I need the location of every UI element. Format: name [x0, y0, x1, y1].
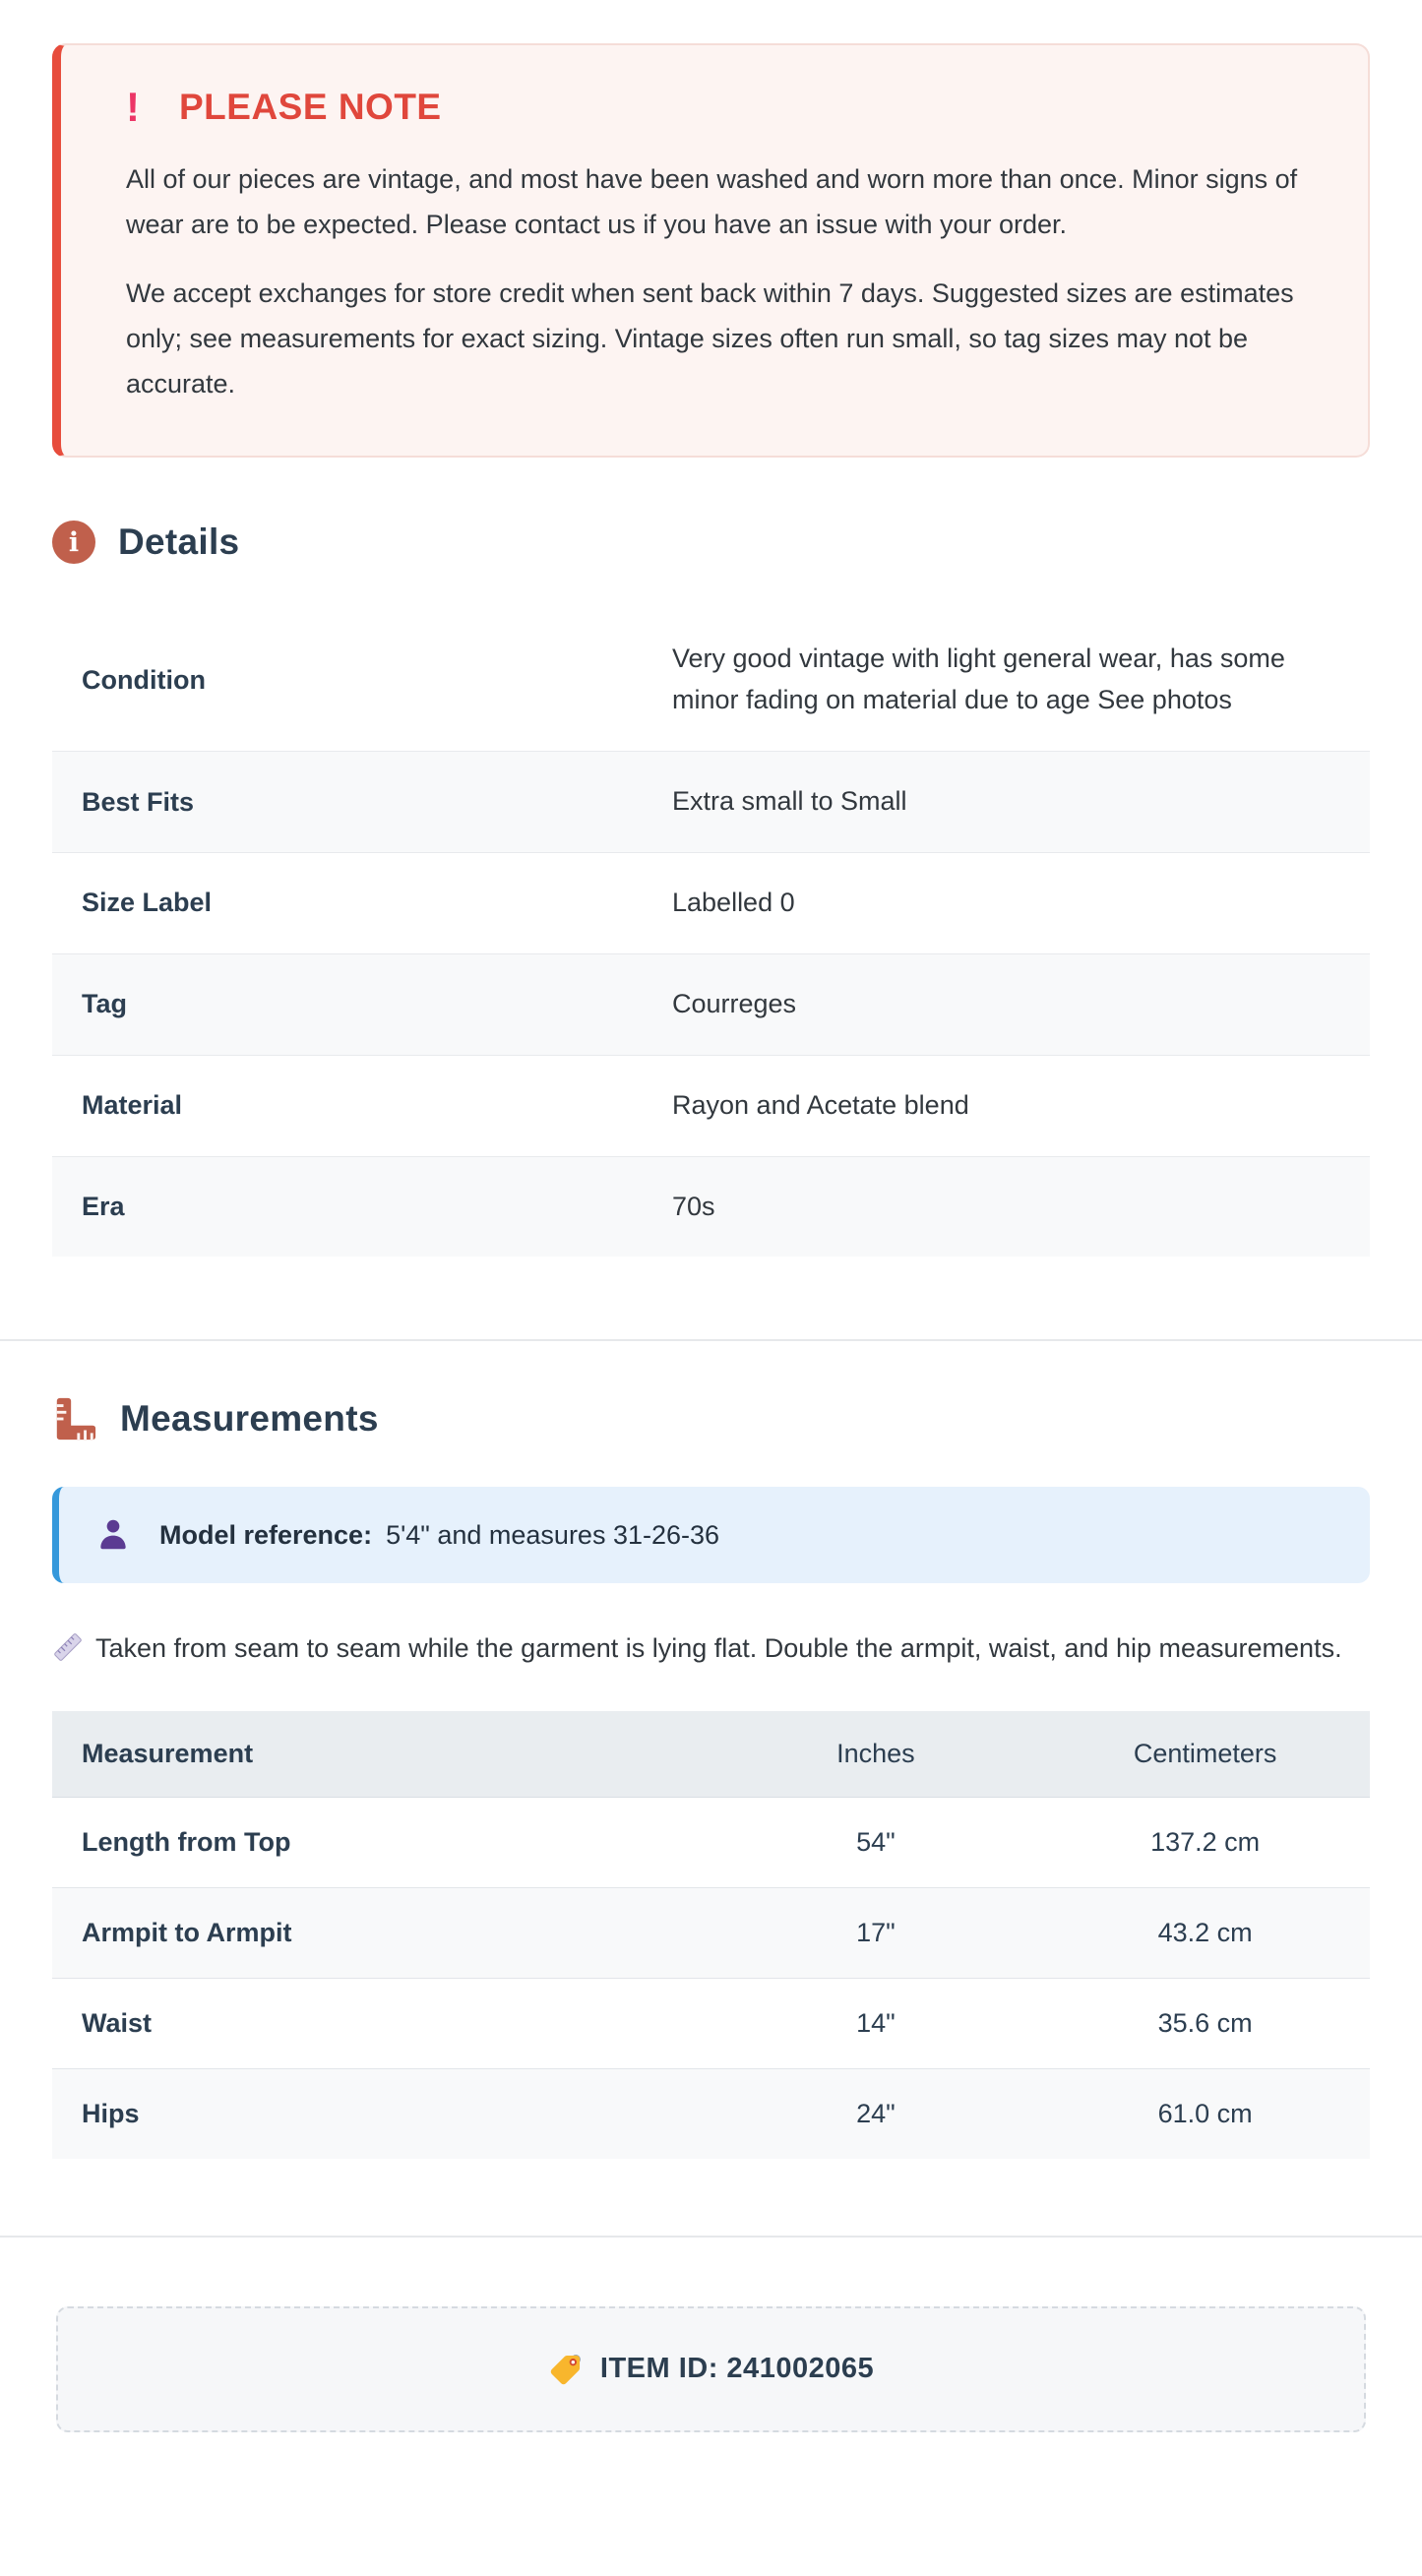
measurement-note	[52, 1626, 1370, 1671]
detail-label: Tag	[82, 989, 127, 1019]
column-header-measurement: Measurement	[82, 1738, 254, 1768]
model-reference-value: 5'4" and measures 31-26-36	[386, 1519, 720, 1550]
measurement-cm: 43.2 cm	[1157, 1917, 1253, 1947]
detail-value: Labelled 0	[672, 887, 795, 917]
details-heading	[52, 521, 1370, 564]
details-table	[52, 609, 1370, 1257]
table-row-hips	[52, 2068, 1370, 2159]
detail-value: Courreges	[672, 988, 797, 1018]
measurements-title: Measurements	[120, 1398, 379, 1440]
column-header-centimeters: Centimeters	[1133, 1738, 1277, 1768]
ruler-icon	[52, 1631, 84, 1663]
measurement-label: Hips	[82, 2098, 140, 2128]
measurement-label: Waist	[82, 2007, 153, 2038]
item-id-box	[56, 2306, 1366, 2432]
table-row-tag	[52, 953, 1370, 1055]
details-section	[52, 521, 1370, 1257]
alert-paragraph-1: All of our pieces are vintage, and most have been washed and worn more than once. Minor signs of wear are to be expected. Please contact us if you have an issue with your order.	[126, 164, 1298, 239]
table-row-best-fits	[52, 751, 1370, 852]
detail-label: Condition	[82, 664, 206, 695]
detail-label: Era	[82, 1191, 125, 1221]
person-icon	[94, 1516, 132, 1554]
please-note-alert	[52, 43, 1370, 458]
column-header-inches: Inches	[836, 1738, 915, 1768]
detail-label: Best Fits	[82, 786, 195, 817]
model-reference-box	[52, 1487, 1370, 1583]
measurement-cm: 61.0 cm	[1157, 2098, 1253, 2128]
item-id-text: ITEM ID: 241002065	[599, 2353, 875, 2385]
exclamation-icon: !	[126, 84, 140, 130]
alert-paragraph-2: We accept exchanges for store credit when sent back within 7 days. Suggested sizes are estimates only; see measurements for exact sizing. Vintage sizes often run small, so tag sizes may not be accurate.	[126, 277, 1294, 399]
section-divider	[0, 1339, 1422, 1341]
detail-label: Material	[82, 1090, 183, 1121]
section-divider	[0, 2236, 1422, 2238]
table-row-waist	[52, 1978, 1370, 2068]
measurement-label: Armpit to Armpit	[82, 1917, 292, 1947]
measurements-section	[52, 1396, 1370, 2158]
measurements-table-header	[52, 1711, 1370, 1798]
table-row-condition	[52, 609, 1370, 751]
tag-icon	[548, 2352, 584, 2387]
detail-value: Very good vintage with light general wear, has some minor fading on material due to age See photos	[672, 644, 1285, 715]
measurements-heading	[52, 1396, 1370, 1441]
ruler-combined-icon	[52, 1396, 97, 1441]
measurements-table	[52, 1711, 1370, 2159]
model-reference-text	[159, 1520, 719, 1551]
table-row-material	[52, 1055, 1370, 1156]
measurement-cm: 35.6 cm	[1157, 2007, 1253, 2038]
info-circle-icon: i	[52, 521, 95, 564]
details-title: Details	[118, 521, 240, 563]
model-reference-label: Model reference:	[159, 1519, 373, 1550]
measurement-cm: 137.2 cm	[1150, 1826, 1261, 1857]
measurement-inches: 17"	[856, 1917, 896, 1947]
detail-label: Size Label	[82, 888, 213, 918]
table-row-era	[52, 1156, 1370, 1257]
measurement-inches: 24"	[856, 2098, 896, 2128]
detail-value: Extra small to Small	[672, 786, 907, 817]
detail-value: Rayon and Acetate blend	[672, 1089, 969, 1120]
measurement-inches: 14"	[856, 2007, 896, 2038]
measurement-note-text: Taken from seam to seam while the garment is lying flat. Double the armpit, waist, and hip measurements.	[95, 1633, 1342, 1664]
alert-title-row	[126, 84, 1319, 130]
table-row-length	[52, 1798, 1370, 1887]
measurement-inches: 54"	[856, 1826, 896, 1857]
detail-value: 70s	[672, 1191, 715, 1221]
measurement-label: Length from Top	[82, 1826, 291, 1857]
table-row-armpit	[52, 1887, 1370, 1978]
product-details-page	[0, 43, 1422, 2432]
alert-title: PLEASE NOTE	[179, 87, 442, 127]
table-row-size-label	[52, 852, 1370, 953]
